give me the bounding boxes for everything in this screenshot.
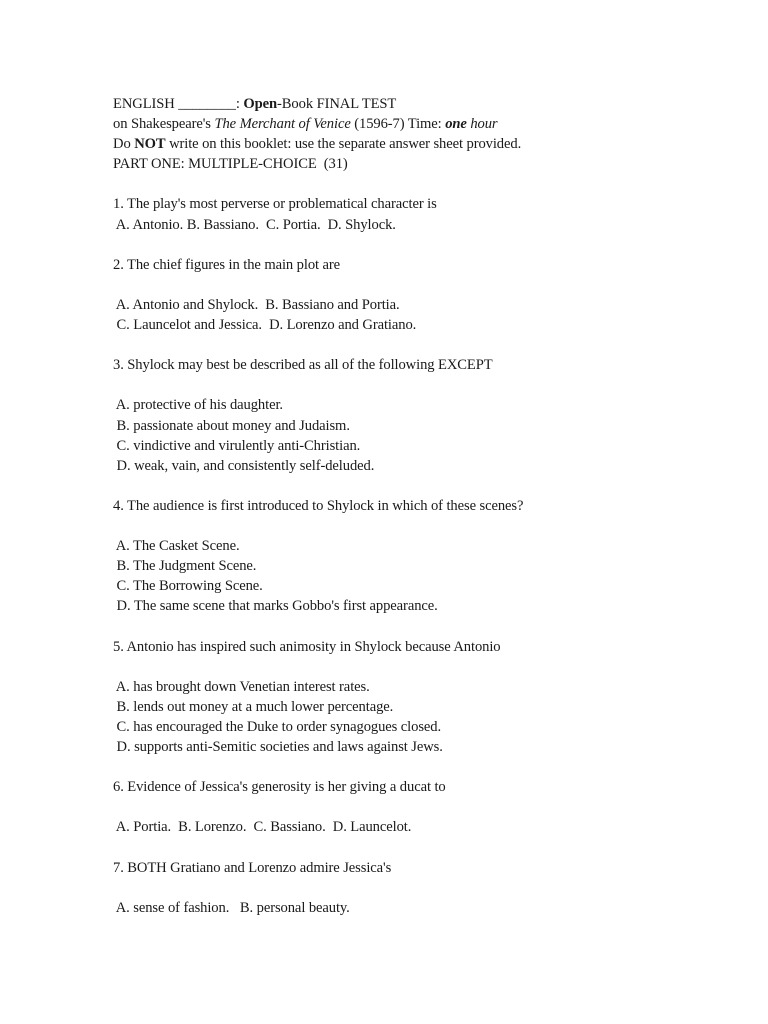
instruction-prefix: Do: [113, 136, 135, 153]
test-title: -Book FINAL TEST: [277, 96, 397, 112]
option-b: B. passionate about money and Judaism.: [113, 417, 350, 434]
question-options: A. Portia. B. Lorenzo. C. Bassiano. D. Launcelot.: [113, 819, 412, 836]
question-1: [113, 194, 733, 234]
spacer: [113, 657, 733, 677]
date-time-label: (1596-7) Time:: [350, 116, 446, 133]
question-options: C. Launcelot and Jessica. D. Lorenzo and Gratiano.: [113, 317, 417, 334]
question-3: [113, 355, 733, 476]
option-a: A. protective of his daughter.: [113, 397, 283, 414]
subject-prefix: on Shakespeare's: [113, 116, 215, 133]
option-a: A. The Casket Scene.: [113, 538, 240, 555]
question-2: [113, 255, 733, 335]
time-amount: one: [445, 116, 467, 133]
option-b: B. lends out money at a much lower percentage.: [113, 698, 394, 715]
spacer: [113, 616, 733, 636]
question-stem: 5. Antonio has inspired such animosity in Shylock because Antonio: [113, 638, 501, 655]
play-title: The Merchant of Venice: [214, 116, 351, 133]
spacer: [113, 335, 733, 355]
spacer: [113, 878, 733, 898]
option-b: B. The Judgment Scene.: [113, 558, 257, 575]
header-subject-line: [113, 114, 733, 134]
option-a: A. has brought down Venetian interest rates.: [113, 678, 370, 695]
instruction-text: write on this booklet: use the separate answer sheet provided.: [165, 136, 522, 153]
question-options: A. Antonio and Shylock. B. Bassiano and Portia.: [113, 296, 400, 313]
instruction-emphasis: NOT: [134, 136, 166, 153]
question-stem: 1. The play's most perverse or problematical character is: [113, 196, 437, 213]
option-d: D. weak, vain, and consistently self-deluded.: [113, 457, 375, 474]
option-c: C. has encouraged the Duke to order synagogues closed.: [113, 718, 442, 735]
question-options: A. Antonio. B. Bassiano. C. Portia. D. Shylock.: [113, 216, 396, 233]
course-label: ENGLISH ________:: [113, 96, 244, 112]
question-4: [113, 496, 733, 617]
test-document: [113, 94, 733, 918]
header-title-line: [113, 94, 733, 114]
question-5: [113, 637, 733, 758]
question-options: A. sense of fashion. B. personal beauty.: [113, 899, 350, 916]
open-book-label: Open: [243, 96, 278, 112]
spacer: [113, 516, 733, 536]
header-instruction-line: [113, 134, 733, 154]
spacer: [113, 275, 733, 295]
question-stem: 6. Evidence of Jessica's generosity is her giving a ducat to: [113, 779, 446, 796]
question-7: [113, 858, 733, 918]
option-c: C. The Borrowing Scene.: [113, 578, 263, 595]
option-d: D. The same scene that marks Gobbo's first appearance.: [113, 598, 438, 615]
time-unit: hour: [466, 116, 498, 133]
question-6: [113, 777, 733, 837]
part-heading: PART ONE: MULTIPLE-CHOICE (31): [113, 156, 348, 173]
spacer: [113, 174, 733, 194]
question-stem: 2. The chief figures in the main plot are: [113, 256, 341, 273]
question-stem: 3. Shylock may best be described as all of the following EXCEPT: [113, 357, 493, 374]
spacer: [113, 476, 733, 496]
question-stem: 7. BOTH Gratiano and Lorenzo admire Jessica's: [113, 859, 392, 876]
option-d: D. supports anti-Semitic societies and laws against Jews.: [113, 739, 443, 755]
spacer: [113, 235, 733, 255]
option-c: C. vindictive and virulently anti-Christian.: [113, 437, 361, 454]
spacer: [113, 797, 733, 817]
question-stem: 4. The audience is first introduced to Shylock in which of these scenes?: [113, 497, 524, 514]
spacer: [113, 757, 733, 777]
spacer: [113, 375, 733, 395]
spacer: [113, 837, 733, 857]
